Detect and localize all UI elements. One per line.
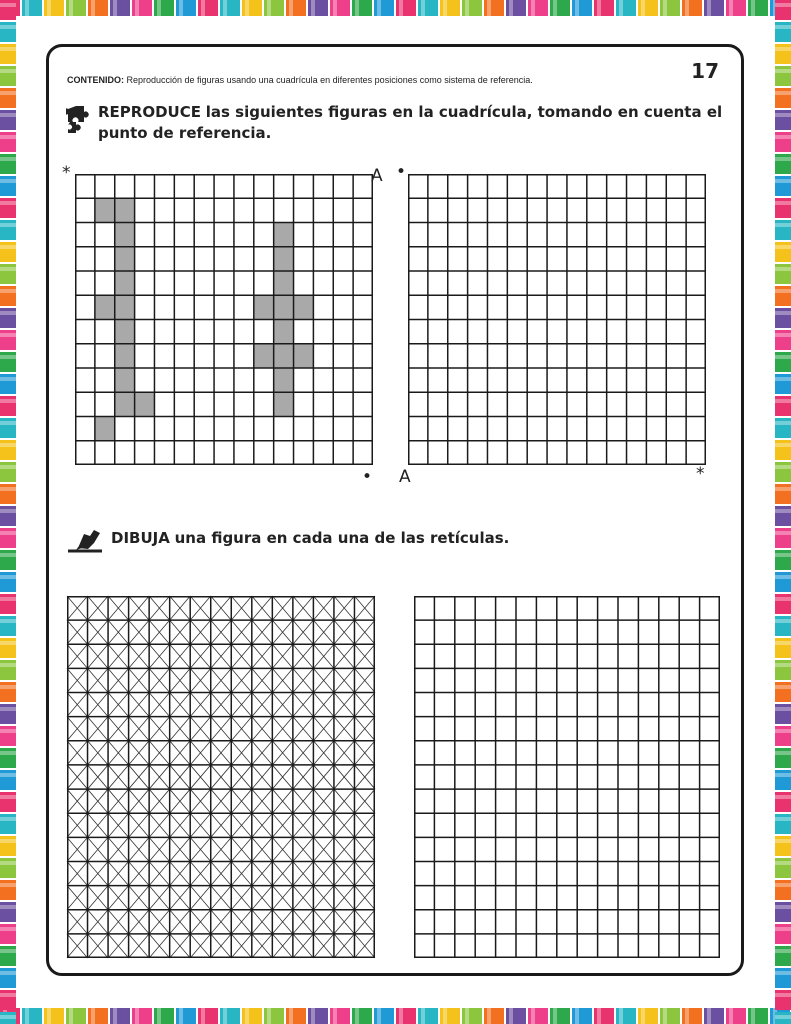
pencil-highlight: [377, 0, 381, 16]
filled-cell: [254, 295, 274, 319]
pencil-highlight: [0, 91, 16, 95]
marker-dot-top-left: •: [396, 162, 407, 182]
pencil-highlight: [135, 1008, 139, 1024]
pencil-highlight: [0, 399, 16, 403]
filled-cell: [274, 368, 294, 392]
pencil-highlight: [355, 1008, 359, 1024]
pencil-highlight: [775, 861, 791, 865]
pencil-highlight: [0, 179, 16, 183]
pencil-highlight: [729, 0, 733, 16]
pencil-highlight: [775, 927, 791, 931]
pencil-highlight: [775, 685, 791, 689]
pencil-border-bottom: [0, 1008, 791, 1024]
filled-cell: [254, 344, 274, 368]
pencil-highlight: [443, 1008, 447, 1024]
pencil-highlight: [443, 0, 447, 16]
pencil-highlight: [751, 0, 755, 16]
pencil-highlight: [775, 289, 791, 293]
filled-cell: [115, 392, 135, 416]
filled-cell: [115, 295, 135, 319]
pencil-highlight: [0, 487, 16, 491]
pencil-highlight: [775, 69, 791, 73]
filled-cell: [115, 368, 135, 392]
pencil-highlight: [69, 1008, 73, 1024]
filled-cell: [294, 344, 314, 368]
pencil-highlight: [311, 1008, 315, 1024]
filled-cell: [294, 295, 314, 319]
pencil-highlight: [223, 0, 227, 16]
pencil-highlight: [775, 113, 791, 117]
pencil-highlight: [509, 1008, 513, 1024]
pencil-highlight: [775, 729, 791, 733]
pencil-highlight: [685, 1008, 689, 1024]
pencil-highlight: [775, 619, 791, 623]
filled-cell: [115, 198, 135, 222]
pencil-highlight: [775, 355, 791, 359]
pencil-highlight: [509, 0, 513, 16]
pencil-highlight: [0, 861, 16, 865]
pencil-highlight: [575, 1008, 579, 1024]
pencil-highlight: [0, 421, 16, 425]
contenido-text: Reproducción de figuras usando una cuadrícula en diferentes posiciones como sistema de referencia.: [126, 75, 533, 85]
pencil-highlight: [663, 0, 667, 16]
pencil-highlight: [775, 553, 791, 557]
pencil-highlight: [91, 1008, 95, 1024]
contenido-label: CONTENIDO:: [67, 75, 124, 85]
pencil-highlight: [0, 3, 16, 7]
pencil-highlight: [775, 399, 791, 403]
pencil-highlight: [0, 663, 16, 667]
pencil-highlight: [775, 905, 791, 909]
pencil-highlight: [245, 0, 249, 16]
pencil-highlight: [0, 47, 16, 51]
filled-cell: [95, 295, 115, 319]
puzzle-icon: [66, 104, 94, 134]
pencil-highlight: [0, 201, 16, 205]
pencil-highlight: [775, 91, 791, 95]
pencil-highlight: [775, 663, 791, 667]
pencil-highlight: [135, 0, 139, 16]
pencil-highlight: [355, 0, 359, 16]
pencil-highlight: [47, 1008, 51, 1024]
pencil-highlight: [0, 751, 16, 755]
pencil-highlight: [0, 817, 16, 821]
pencil-highlight: [0, 531, 16, 535]
pencil-highlight: [775, 377, 791, 381]
pencil-highlight: [0, 443, 16, 447]
pencil-highlight: [685, 0, 689, 16]
filled-cell: [274, 223, 294, 247]
pencil-highlight: [553, 1008, 557, 1024]
pencil-highlight: [0, 927, 16, 931]
filled-cell: [115, 271, 135, 295]
pencil-highlight: [775, 3, 791, 7]
marker-a-top-right: A: [371, 166, 383, 186]
pencil-highlight: [775, 795, 791, 799]
pencil-highlight: [0, 949, 16, 953]
pencil-highlight: [775, 839, 791, 843]
pencil-highlight: [0, 597, 16, 601]
pencil-highlight: [775, 993, 791, 997]
pencil-highlight: [179, 1008, 183, 1024]
reproduction-grid[interactable]: [408, 174, 706, 465]
pencil-highlight: [289, 0, 293, 16]
pencil-highlight: [775, 949, 791, 953]
pencil-highlight: [0, 267, 16, 271]
instruction-keyword: REPRODUCE: [98, 103, 201, 121]
pencil-highlight: [775, 509, 791, 513]
pencil-highlight: [775, 245, 791, 249]
pencil-highlight: [377, 1008, 381, 1024]
pencil-highlight: [0, 707, 16, 711]
pencil-highlight: [267, 1008, 271, 1024]
pencil-highlight: [641, 1008, 645, 1024]
pencil-highlight: [775, 201, 791, 205]
pencil-highlight: [311, 0, 315, 16]
pencil-highlight: [399, 0, 403, 16]
pencil-highlight: [0, 883, 16, 887]
instruction-keyword-2: DIBUJA: [111, 529, 170, 547]
pencil-highlight: [25, 1008, 29, 1024]
pencil-highlight: [0, 333, 16, 337]
pencil-highlight: [775, 1015, 791, 1019]
pencil-highlight: [0, 377, 16, 381]
pencil-highlight: [0, 971, 16, 975]
filled-cell: [274, 392, 294, 416]
marker-dot-bottom-right: •: [362, 467, 373, 487]
pencil-highlight: [575, 0, 579, 16]
pencil-highlight: [775, 487, 791, 491]
pencil-highlight: [0, 289, 16, 293]
filled-cell: [274, 295, 294, 319]
pencil-highlight: [0, 509, 16, 513]
pencil-highlight: [0, 839, 16, 843]
pencil-highlight: [113, 0, 117, 16]
pencil-highlight: [663, 1008, 667, 1024]
marker-a-bottom-left: A: [399, 467, 411, 487]
filled-cell: [115, 344, 135, 368]
pencil-highlight: [0, 553, 16, 557]
pencil-highlight: [775, 707, 791, 711]
filled-cell: [274, 320, 294, 344]
pencil-highlight: [0, 685, 16, 689]
plain-drawing-grid[interactable]: [414, 596, 720, 958]
pencil-highlight: [751, 1008, 755, 1024]
pencil-highlight: [775, 135, 791, 139]
pencil-highlight: [707, 0, 711, 16]
pencil-highlight: [775, 223, 791, 227]
pencil-highlight: [775, 883, 791, 887]
pencil-highlight: [619, 1008, 623, 1024]
pencil-highlight: [0, 25, 16, 29]
pencil-highlight: [0, 465, 16, 469]
pencil-highlight: [69, 0, 73, 16]
pencil-highlight: [775, 817, 791, 821]
marker-star-top-left: *: [62, 163, 71, 183]
pencil-highlight: [289, 1008, 293, 1024]
pencil-highlight: [201, 0, 205, 16]
pencil-highlight: [775, 333, 791, 337]
pencil-highlight: [179, 0, 183, 16]
pencil-highlight: [0, 69, 16, 73]
pencil-highlight: [0, 993, 16, 997]
pencil-highlight: [91, 0, 95, 16]
pencil-highlight: [775, 311, 791, 315]
pencil-highlight: [775, 267, 791, 271]
pencil-highlight: [333, 1008, 337, 1024]
pencil-highlight: [775, 575, 791, 579]
pencil-highlight: [0, 311, 16, 315]
pencil-highlight: [0, 641, 16, 645]
pencil-highlight: [597, 1008, 601, 1024]
marker-star-bottom-right: *: [696, 464, 705, 484]
pencil-highlight: [0, 905, 16, 909]
pencil-highlight: [487, 1008, 491, 1024]
filled-cell: [115, 223, 135, 247]
filled-cell: [274, 344, 294, 368]
pencil-highlight: [421, 1008, 425, 1024]
pencil-highlight: [775, 25, 791, 29]
pencil-highlight: [465, 1008, 469, 1024]
pencil-highlight: [775, 531, 791, 535]
pencil-highlight: [157, 1008, 161, 1024]
pencil-highlight: [619, 0, 623, 16]
pencil-highlight: [487, 0, 491, 16]
filled-cell: [115, 247, 135, 271]
pencil-highlight: [399, 1008, 403, 1024]
pencil-highlight: [775, 971, 791, 975]
filled-cell: [135, 392, 155, 416]
pencil-border-right: [775, 0, 791, 1024]
pencil-highlight: [775, 157, 791, 161]
pencil-border-top: [0, 0, 791, 16]
filled-cell: [95, 198, 115, 222]
filled-cell: [274, 247, 294, 271]
pencil-highlight: [775, 773, 791, 777]
pencil-highlight: [775, 597, 791, 601]
pencil-highlight: [597, 0, 601, 16]
pencil-highlight: [0, 1015, 16, 1019]
pencil-highlight: [223, 1008, 227, 1024]
pencil-highlight: [531, 1008, 535, 1024]
pencil-border-left: [0, 0, 16, 1024]
pencil-highlight: [245, 1008, 249, 1024]
pencil-highlight: [333, 0, 337, 16]
instruction-reproduce: [98, 102, 728, 144]
pencil-highlight: [113, 1008, 117, 1024]
filled-cell: [115, 320, 135, 344]
pencil-highlight: [157, 0, 161, 16]
pencil-highlight: [775, 421, 791, 425]
pencil-highlight: [47, 0, 51, 16]
crossed-drawing-grid[interactable]: [67, 596, 375, 958]
pencil-highlight: [25, 0, 29, 16]
pencil-highlight: [0, 795, 16, 799]
pencil-highlight: [775, 641, 791, 645]
pencil-highlight: [775, 179, 791, 183]
pencil-highlight: [0, 135, 16, 139]
pencil-highlight: [0, 619, 16, 623]
pencil-highlight: [729, 1008, 733, 1024]
pencil-highlight: [267, 0, 271, 16]
pencil-hand-icon: [66, 526, 106, 554]
pencil-highlight: [0, 729, 16, 733]
pencil-highlight: [0, 355, 16, 359]
reference-grid: [75, 174, 373, 465]
pencil-highlight: [775, 47, 791, 51]
pencil-highlight: [201, 1008, 205, 1024]
pencil-highlight: [531, 0, 535, 16]
pencil-highlight: [0, 113, 16, 117]
page-number: 17: [691, 59, 719, 83]
filled-cell: [95, 417, 115, 441]
pencil-highlight: [641, 0, 645, 16]
instruction-text-2: una figura en cada una de las retículas.: [174, 529, 510, 547]
pencil-highlight: [0, 157, 16, 161]
contenido-line: [67, 75, 533, 85]
pencil-highlight: [0, 575, 16, 579]
pencil-highlight: [0, 223, 16, 227]
pencil-highlight: [775, 465, 791, 469]
pencil-highlight: [0, 773, 16, 777]
pencil-highlight: [0, 245, 16, 249]
pencil-highlight: [775, 751, 791, 755]
pencil-highlight: [553, 0, 557, 16]
pencil-highlight: [707, 1008, 711, 1024]
instruction-dibuja: [111, 528, 711, 549]
pencil-highlight: [421, 0, 425, 16]
pencil-highlight: [465, 0, 469, 16]
filled-cell: [274, 271, 294, 295]
instruction-text: las siguientes figuras en la cuadrícula, tomando en cuenta el punto de referencia.: [98, 103, 723, 142]
pencil-highlight: [775, 443, 791, 447]
